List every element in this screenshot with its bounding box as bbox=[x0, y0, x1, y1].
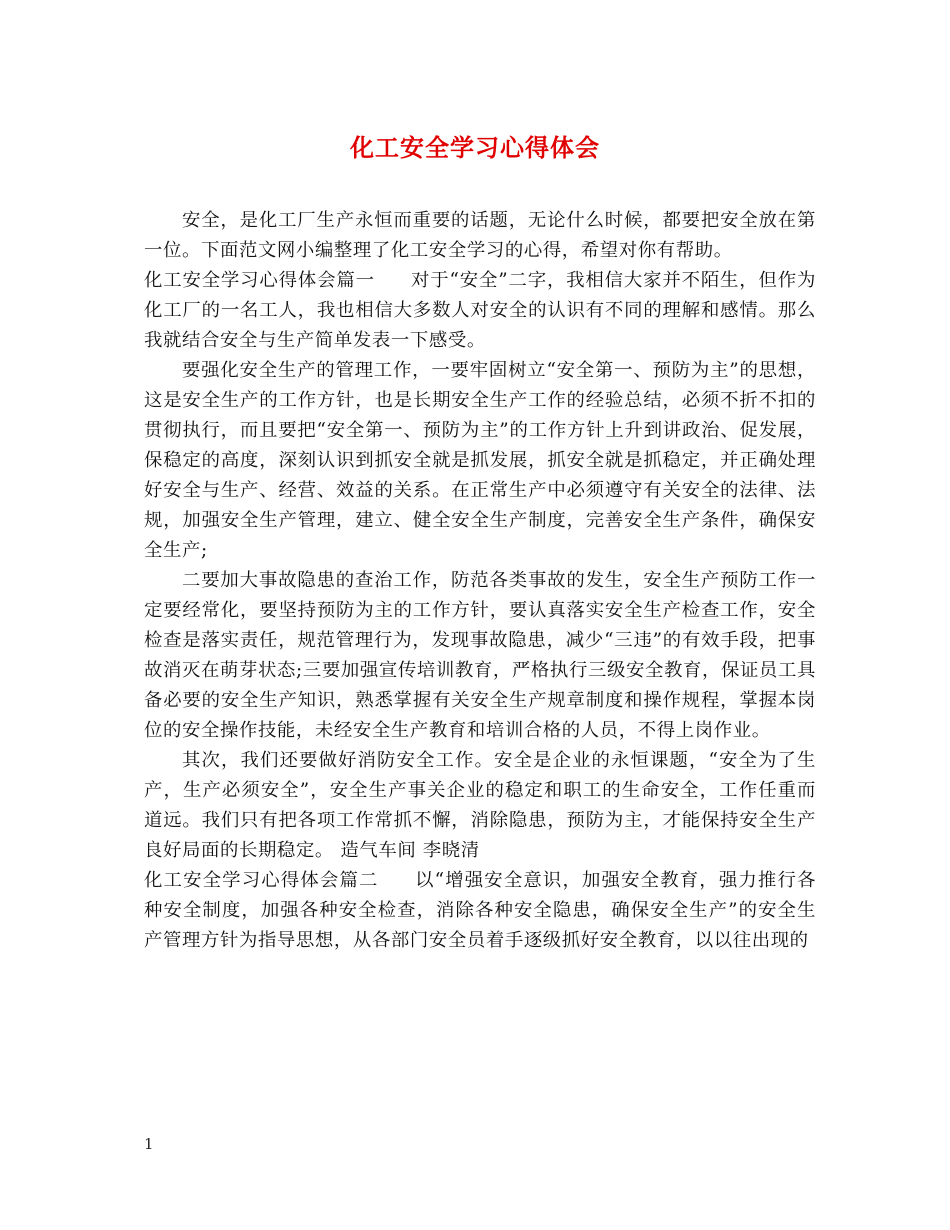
body-paragraph-2: 要强化安全生产的管理工作，一要牢固树立“安全第一、预防为主”的思想，这是安全生产的工作方针，也是长期安全生产工作的经验总结，必须不折不扣的贯彻执行，而且要把“安全第一、预防为主”的工作方针上升到讲政治、促发展，保稳定的高度，深刻认识到抓安全就是抓发展，抓安全就是抓稳定，并正确处理好安全与生产、经营、效益的关系。在正常生产中必须遵守有关安全的法律、法规，加强安全生产管理，建立、健全安全生产制度，完善安全生产条件，确保安全生产; bbox=[144, 360, 816, 561]
section-1-heading: 化工安全学习心得体会篇一 bbox=[144, 270, 375, 291]
body-paragraph-3: 二要加大事故隐患的查治工作，防范各类事故的发生，安全生产预防工作一定要经常化，要坚持预防为主的工作方针，要认真落实安全生产检查工作，安全检查是落实责任，规范管理行为，发现事故隐患，减少“三违”的有效手段，把事故消灭在萌芽状态;三要加强宣传培训教育，严格执行三级安全教育，保证员工具备必要的安全生产知识，熟悉掌握有关安全生产规章制度和操作规程，掌握本岗位的安全操作技能，未经安全生产教育和培训合格的人员，不得上岗作业。 bbox=[144, 570, 816, 741]
section-2-paragraph bbox=[144, 866, 816, 956]
document-title: 化工安全学习心得体会 bbox=[350, 133, 600, 162]
body-paragraph-4: 其次，我们还要做好消防安全工作。安全是企业的永恒课题，“安全为了生产，生产必须安全”，安全生产事关企业的稳定和职工的生命安全，工作任重而道远。我们只有把各项工作常抓不懈，消除隐患，预防为主，才能保持安全生产良好局面的长期稳定。 造气车间 李晓清 bbox=[144, 750, 816, 861]
section-1-text: 对于“安全”二字，我相信大家并不陌生，但作为化工厂的一名工人，我也相信大多数人对安全的认识有不同的理解和感情。那么我就结合安全与生产简单发表一下感受。 bbox=[144, 270, 816, 351]
section-1-paragraph bbox=[144, 266, 816, 356]
page-number: 1 bbox=[144, 1135, 154, 1153]
intro-paragraph: 安全，是化工厂生产永恒而重要的话题，无论什么时候，都要把安全放在第一位。下面范文网小编整理了化工安全学习的心得，希望对你有帮助。 bbox=[144, 210, 816, 261]
section-2-text: 以“增强安全意识，加强安全教育，强力推行各种安全制度，加强各种安全检查，消除各种安全隐患，确保安全生产”的安全生产管理方针为指导思想，从各部门安全员着手逐级抓好安全教育，以以往出现的 bbox=[144, 870, 816, 951]
document-body bbox=[144, 206, 816, 956]
section-2-heading: 化工安全学习心得体会篇二 bbox=[144, 870, 379, 891]
